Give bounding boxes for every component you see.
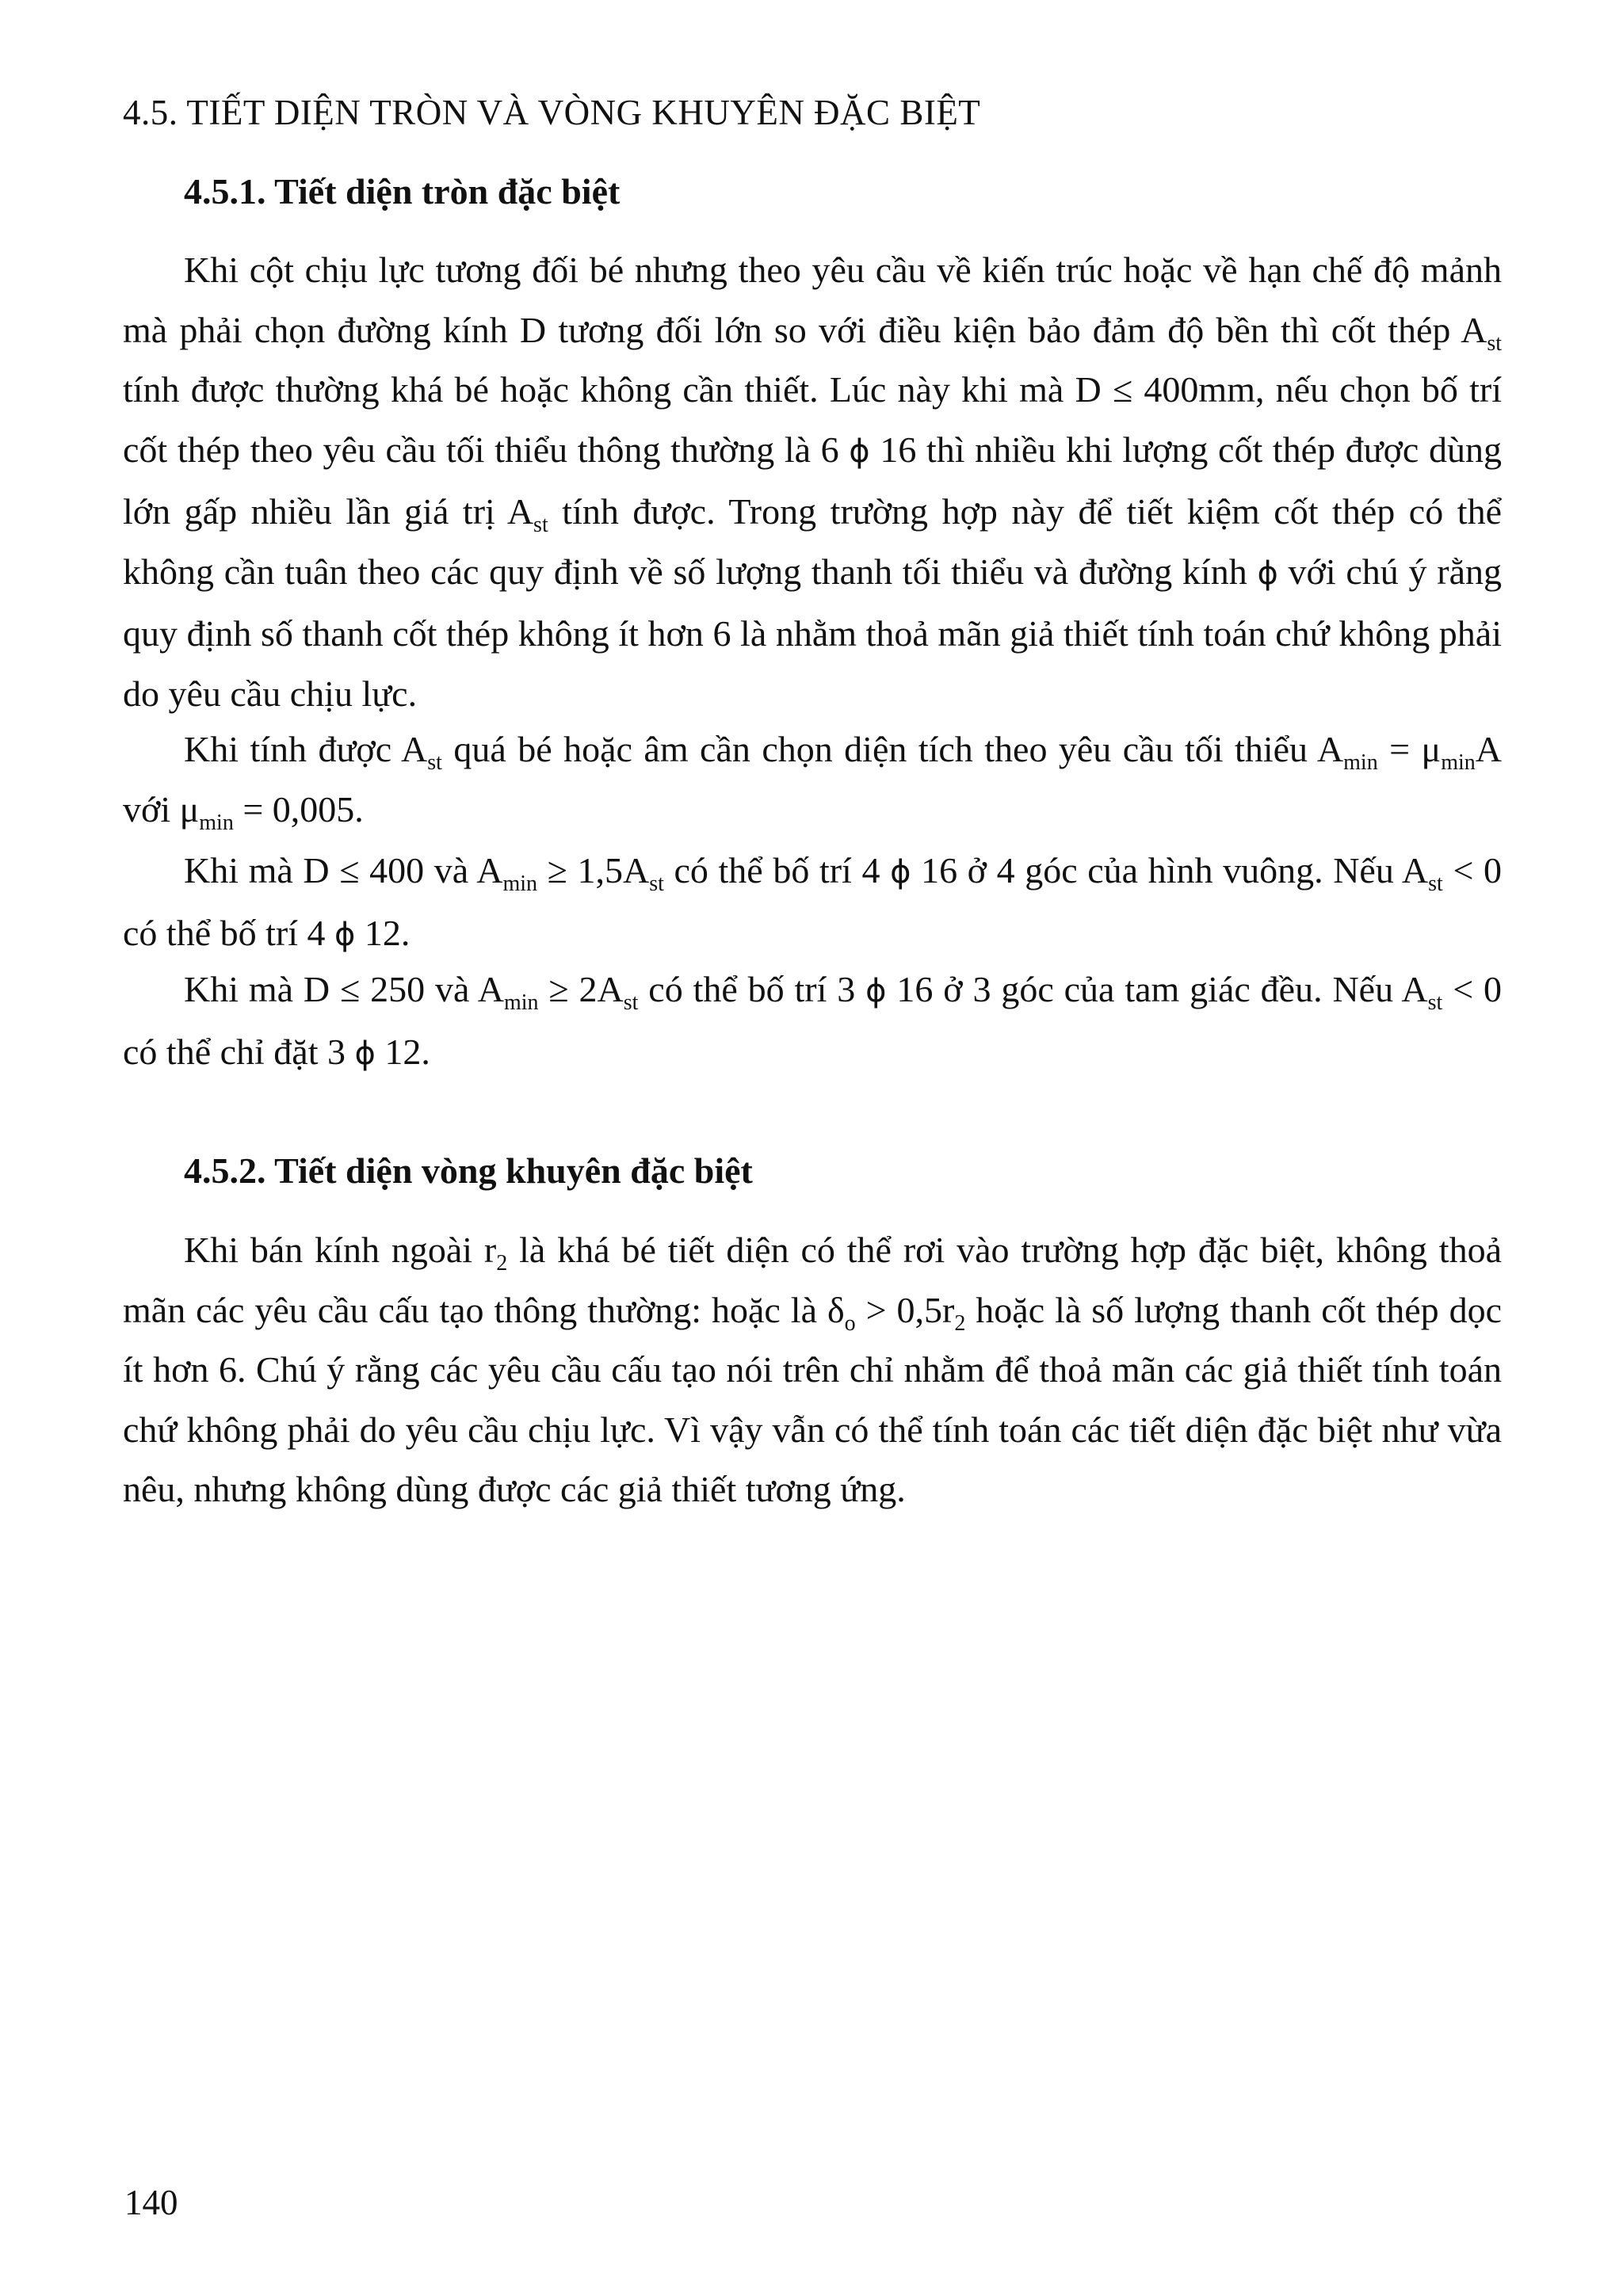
- subscript: st: [623, 990, 639, 1015]
- text-run: > 0,5r: [855, 1289, 955, 1330]
- subsection-heading-4-5-1: 4.5.1. Tiết diện tròn đặc biệt: [184, 171, 621, 212]
- phi-symbol: ϕ: [890, 854, 911, 891]
- paragraph-circular-section-intro: [123, 240, 1502, 723]
- text-run: với chú ý rằng quy định số thanh cốt thép không ít hơn 6 là nhằm thoả mãn giả thiết tính toán chứ không phải do yêu cầu chịu lực.: [123, 551, 1502, 714]
- text-run: = μ: [1377, 729, 1442, 769]
- text-run: có thể bố trí 3: [638, 969, 866, 1009]
- text-run: 16 thì nhiều khi lượng cốt thép được dùng lớn gấp nhiều lần giá trị A: [123, 429, 1502, 532]
- paragraph-annular-section: [123, 1220, 1502, 1520]
- phi-symbol: ϕ: [849, 433, 870, 470]
- text-run: có thể bố trí 4: [663, 850, 891, 891]
- subscript: st: [533, 512, 548, 537]
- text-run: Khi tính được A: [184, 729, 428, 769]
- phi-symbol: ϕ: [1257, 555, 1278, 592]
- subscript: min: [1441, 749, 1476, 775]
- text-run: tính được. Trong trường hợp này để tiết kiệm cốt thép có thể không cần tuân theo các quy định về số lượng thanh tối thiểu và đường kính: [123, 491, 1502, 592]
- text-run: Khi cột chịu lực tương đối bé nhưng theo yêu cầu về kiến trúc hoặc về hạn chế độ mảnh mà phải chọn đường kính D tương đối lớn so với điều kiện bảo đảm độ bền thì cốt thép A: [123, 250, 1502, 350]
- subscript: 2: [954, 1310, 966, 1336]
- text-run: Khi bán kính ngoài r: [184, 1230, 497, 1270]
- subscript: st: [649, 871, 664, 896]
- text-run: = 0,005.: [233, 788, 364, 830]
- subscript: min: [199, 810, 234, 835]
- phi-symbol: ϕ: [334, 916, 356, 953]
- subscript: min: [1343, 749, 1378, 775]
- text-run: 16 ở 3 góc của tam giác đều. Nếu A: [886, 969, 1428, 1009]
- section-heading: 4.5. TIẾT DIỆN TRÒN VÀ VÒNG KHUYÊN ĐẶC BIỆT: [123, 93, 981, 132]
- text-run: 12.: [375, 1031, 430, 1072]
- text-run: Khi mà D ≤ 250 và A: [184, 969, 504, 1009]
- subsection-heading-4-5-2: 4.5.2. Tiết diện vòng khuyên đặc biệt: [184, 1150, 753, 1191]
- phi-symbol: ϕ: [354, 1035, 376, 1072]
- text-run: 12.: [355, 912, 411, 953]
- text-run: < 0 có thể chỉ đặt 3: [123, 969, 1503, 1072]
- text-run: < 0 có thể bố trí 4: [123, 850, 1502, 953]
- subscript: o: [844, 1310, 856, 1336]
- text-run: Khi mà D ≤ 400 và A: [184, 850, 503, 891]
- subscript: st: [1427, 990, 1443, 1015]
- text-run: A với μ: [123, 729, 1503, 830]
- text-run: quá bé hoặc âm cần chọn diện tích theo yêu cầu tối thiểu A: [441, 729, 1344, 769]
- text-run: 16 ở 4 góc của hình vuông. Nếu A: [911, 850, 1429, 891]
- subscript: st: [1428, 871, 1443, 896]
- subscript: 2: [496, 1250, 508, 1276]
- text-run: ≥ 1,5A: [537, 850, 650, 891]
- subscript: min: [502, 871, 537, 896]
- paragraph-minimum-area: [123, 719, 1502, 839]
- text-run: là khá bé tiết diện có thể rơi vào trường hợp đặc biệt, không thoả mãn các yêu cầu cấu tạo thông thường: hoặc là δ: [123, 1230, 1502, 1330]
- paragraph-d-400-rule: [123, 841, 1502, 965]
- subscript: st: [427, 749, 442, 775]
- phi-symbol: ϕ: [865, 973, 887, 1009]
- paragraph-d-250-rule: [123, 959, 1502, 1084]
- subscript: st: [1487, 330, 1502, 356]
- text-run: tính được thường khá bé hoặc không cần thiết. Lúc này khi mà D ≤ 400mm, nếu chọn bố trí cốt thép theo yêu cầu tối thiểu thông thường là 6: [123, 369, 1502, 470]
- text-run: ≥ 2A: [538, 969, 624, 1009]
- text-run: hoặc là số lượng thanh cốt thép dọc ít hơn 6. Chú ý rằng các yêu cầu cấu tạo nói trên chỉ nhằm để thoả mãn các giả thiết tính toán chứ không phải do yêu cầu chịu lực. Vì vậy vẫn có thể tính toán các tiết diện đặc biệt như vừa nêu, nhưng không dùng được các giả thiết tương ứng.: [123, 1289, 1502, 1509]
- subscript: min: [503, 990, 539, 1015]
- page-number: 140: [124, 2183, 178, 2222]
